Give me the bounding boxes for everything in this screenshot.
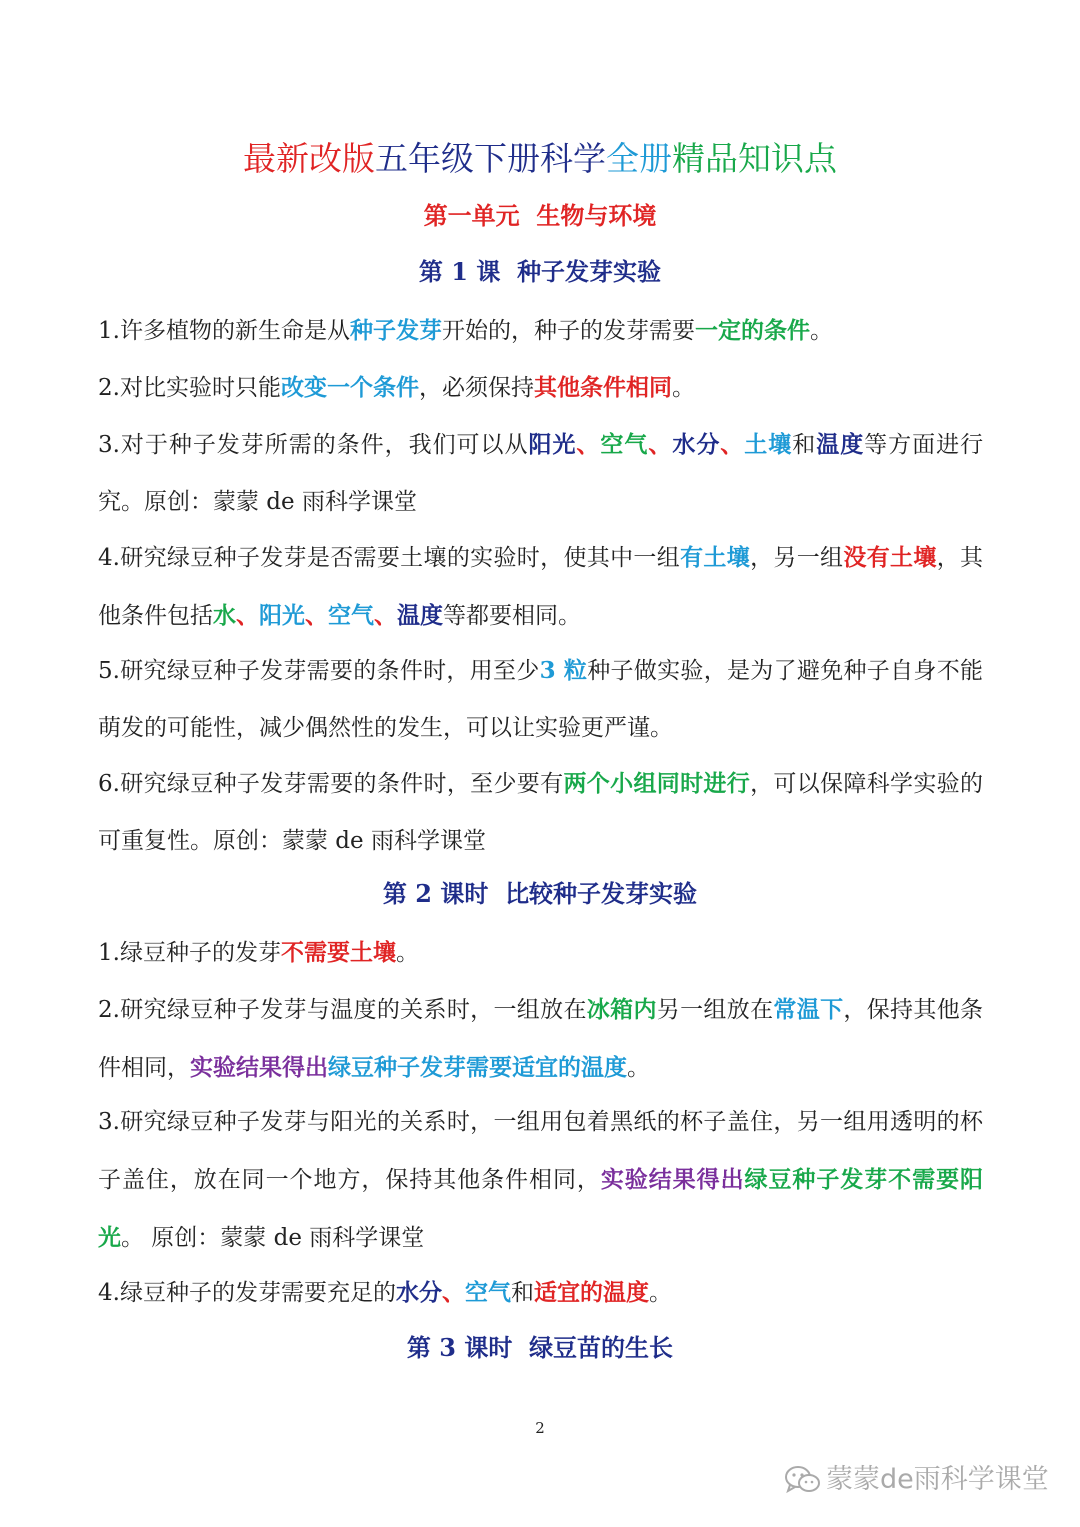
text-run: 开始的，种子的发芽需要 <box>441 318 695 344</box>
text-run: 等都要相同。 <box>443 603 581 629</box>
lesson-1-prefix: 第 <box>418 257 443 286</box>
lesson-2-number: 2 <box>415 879 432 908</box>
text-run: 。 <box>627 1055 650 1081</box>
lesson-2-suffix: 课时 <box>440 879 489 908</box>
text-run: 3.研究绿豆种子发芽与阳光的关系时，一组用包着黑纸的杯子盖住，另一组用透明的杯子盖住，放在同一个地方，保持其他条件相同， <box>98 1109 983 1193</box>
highlight: 实验结果得出 <box>600 1166 745 1193</box>
highlight: 温度 <box>816 431 865 458</box>
text-run: 等方面进行究。原创：蒙蒙 de 雨科学课堂 <box>98 432 984 515</box>
text-run: 4.绿豆种子的发芽需要充足的 <box>98 1280 396 1306</box>
wechat-icon <box>784 1464 822 1496</box>
highlight: 其他条件相同 <box>533 374 672 401</box>
separator: 、 <box>720 431 745 458</box>
highlight: 种子发芽 <box>349 317 442 344</box>
lesson-1-heading <box>0 252 1080 292</box>
lesson-2-prefix: 第 <box>382 879 407 908</box>
lesson-2-item-1 <box>98 924 983 982</box>
title-part-1: 最新改版 <box>243 139 375 178</box>
highlight: 改变一个条件 <box>280 374 419 401</box>
lesson-1-item-3 <box>98 416 983 531</box>
text-run: ，可以保障科学实验的可重复性。原创：蒙蒙 de 雨科学课堂 <box>98 771 984 854</box>
title-part-4: 精品知识点 <box>672 139 837 178</box>
highlight: 水分 <box>395 1279 442 1306</box>
highlight: 水 <box>213 602 236 629</box>
text-run: 。 原创：蒙蒙 de 雨科学课堂 <box>121 1225 425 1251</box>
highlight: 没有土壤 <box>843 544 937 571</box>
unit-heading <box>0 196 1080 236</box>
lesson-3-heading <box>0 1328 1080 1368</box>
text-run: 另一组放在 <box>656 997 774 1023</box>
highlight: 空气 <box>600 431 649 458</box>
text-run: 。 <box>395 940 419 966</box>
lesson-2-heading <box>0 874 1080 914</box>
text-run: ，必须保持 <box>418 375 534 401</box>
text-run: 6.研究绿豆种子发芽需要的条件时，至少要有 <box>98 771 564 797</box>
text-run: ，其他条件包括 <box>98 545 984 629</box>
lesson-2-name: 比较种子发芽实验 <box>505 879 698 908</box>
text-run: ，另一组 <box>750 545 844 571</box>
lesson-1-name: 种子发芽实验 <box>517 257 662 286</box>
watermark <box>784 1460 1064 1500</box>
highlight: 适宜的温度 <box>533 1279 649 1306</box>
text-run: 。 <box>648 1280 672 1306</box>
highlight: 冰箱内 <box>586 996 657 1023</box>
text-run: 和 <box>792 432 817 458</box>
lesson-1-item-5 <box>98 642 983 757</box>
highlight: 绿豆种子发芽不需要阳光 <box>98 1166 984 1251</box>
lesson-3-name: 绿豆苗的生长 <box>529 1333 674 1362</box>
separator: 、 <box>441 1279 465 1306</box>
text-run: 4.研究绿豆种子发芽是否需要土壤的实验时，使其中一组 <box>98 545 681 571</box>
highlight: 有土壤 <box>680 544 751 571</box>
highlight: 土壤 <box>744 431 793 458</box>
title-part-2: 五年级下册科学 <box>375 139 606 178</box>
lesson-1-item-6 <box>98 755 983 870</box>
highlight: 空气 <box>464 1279 511 1306</box>
text-run: 。 <box>671 375 695 401</box>
text-run: 1.绿豆种子的发芽 <box>98 940 281 966</box>
text-run: 2.对比实验时只能 <box>98 375 281 401</box>
separator: 、 <box>648 431 673 458</box>
lesson-1-item-2 <box>98 359 983 417</box>
unit-name: 生物与环境 <box>536 201 657 230</box>
lesson-3-number: 3 <box>439 1333 456 1362</box>
text-run: ，保持其他条件相同， <box>98 997 984 1081</box>
lesson-3-prefix: 第 <box>406 1333 431 1362</box>
text-run: 和 <box>510 1280 534 1306</box>
lesson-2-item-4 <box>98 1264 983 1322</box>
lesson-2-item-2 <box>98 981 983 1097</box>
text-run: 5.研究绿豆种子发芽需要的条件时，用至少 <box>98 658 540 684</box>
highlight: 实验结果得出 <box>190 1054 328 1081</box>
page-title <box>0 134 1080 184</box>
highlight: 空气 <box>328 602 374 629</box>
lesson-2-item-3 <box>98 1094 983 1267</box>
unit-label: 第一单元 <box>423 201 520 230</box>
highlight: 两个小组同时进行 <box>563 770 751 797</box>
highlight: 常温下 <box>773 996 844 1023</box>
title-part-3: 全册 <box>606 139 672 178</box>
lesson-1-item-1 <box>98 302 983 360</box>
separator: 、 <box>576 431 601 458</box>
highlight: 阳光 <box>259 602 305 629</box>
separator: 、 <box>305 602 328 629</box>
text-run: 3.对于种子发芽所需的条件，我们可以从 <box>98 432 529 458</box>
highlight: 3 粒 <box>539 657 588 684</box>
highlight: 阳光 <box>528 431 577 458</box>
text-run: 。 <box>809 318 833 344</box>
text-run: 种子做实验，是为了避免种子自身不能萌发的可能性，减少偶然性的发生，可以让实验更严谨。 <box>98 658 983 741</box>
lesson-1-number: 1 <box>451 257 468 286</box>
watermark-text: 蒙蒙de雨科学课堂 <box>826 1464 1049 1495</box>
highlight: 一定的条件 <box>694 317 810 344</box>
separator: 、 <box>374 602 397 629</box>
lesson-3-suffix: 课时 <box>464 1333 513 1362</box>
lesson-1-item-4 <box>98 529 983 645</box>
highlight: 绿豆种子发芽需要适宜的温度 <box>328 1054 627 1081</box>
text-run: 1.许多植物的新生命是从 <box>98 318 350 344</box>
highlight: 温度 <box>397 602 443 629</box>
lesson-1-suffix: 课 <box>476 257 501 286</box>
highlight: 不需要土壤 <box>280 939 396 966</box>
page-number: 2 <box>535 1419 545 1437</box>
separator: 、 <box>236 602 259 629</box>
highlight: 水分 <box>672 431 721 458</box>
text-run: 2.研究绿豆种子发芽与温度的关系时，一组放在 <box>98 997 587 1023</box>
